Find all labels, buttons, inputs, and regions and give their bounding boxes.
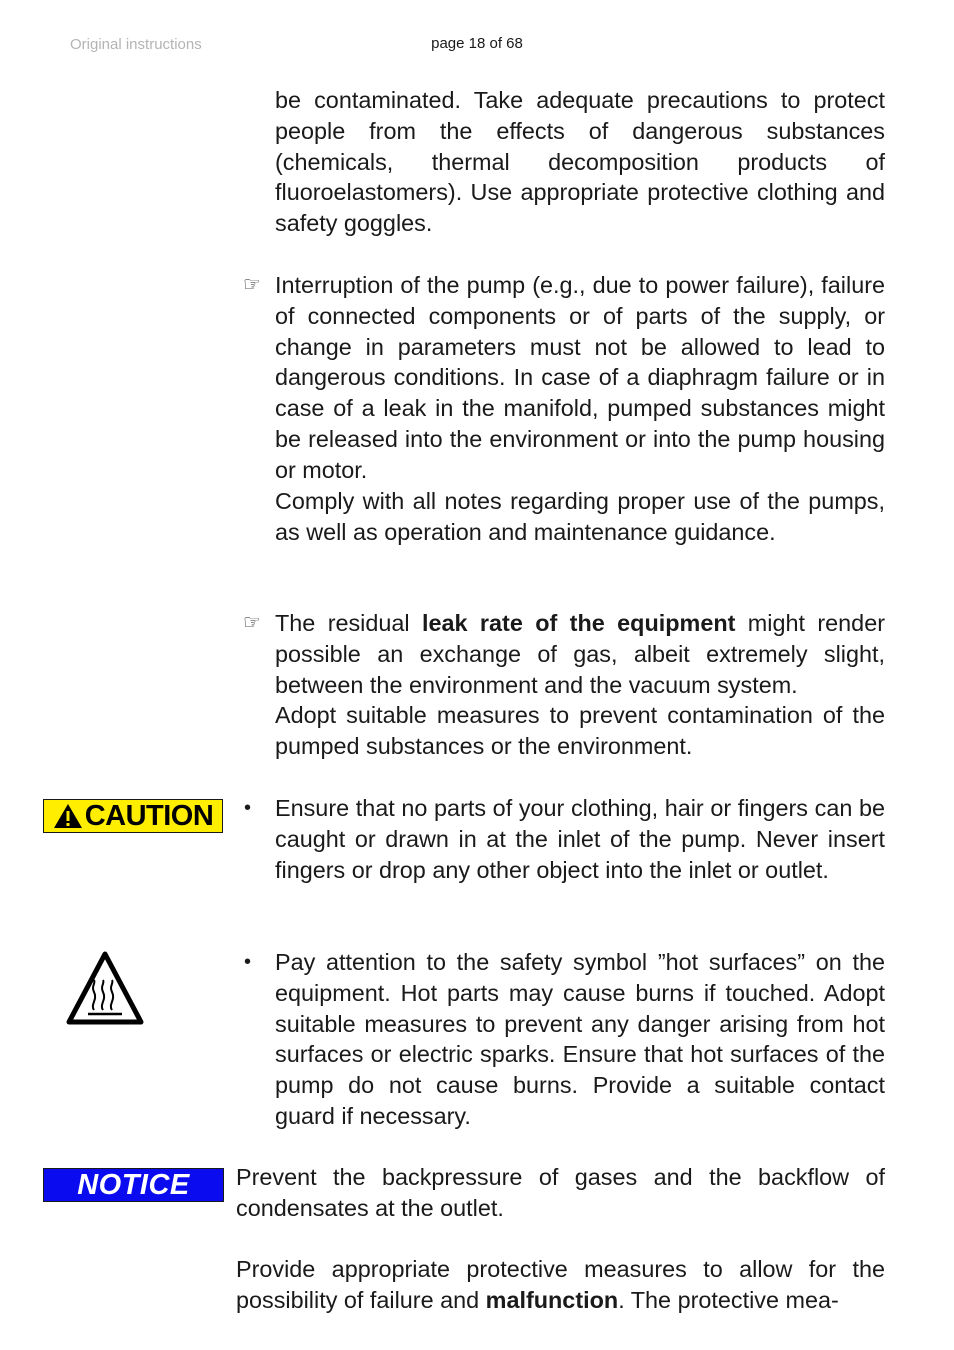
paragraph-interruption: Interruption of the pump (e.g., due to power failure), failure of connected components or of parts of the supply, or change in parameters must not be allowed to lead to dangerous conditions. In case of a diaphragm failure or in case of a leak in the manifold, pumped substances might be released into the environment or into the pump housing or motor.: [275, 272, 885, 483]
paragraph-comply-notes: Comply with all notes regarding proper use of the pumps, as well as operation and maintenance guidance.: [275, 488, 885, 545]
paragraph-hot-surfaces: Pay attention to the safety symbol ”hot surfaces” on the equipment. Hot parts may cause burns if touched. Adopt suitable measures to prevent any danger arising from hot surfaces or electric sparks. Ensure that hot surfaces of the pump do not cause burns. Provide a suitable contact guard if necessary.: [275, 949, 885, 1129]
header-document-type: Original instructions: [70, 36, 202, 53]
paragraph-contamination: be contaminated. Take adequate precautions to protect people from the effects of dangerous substances (chemicals, thermal decomposition products of fluoroelastomers). Use appropriate protective clothing and safety goggles.: [275, 87, 885, 237]
paragraph-protective-measures: [236, 1254, 885, 1316]
paragraph-contamination-measures: Adopt suitable measures to prevent contamination of the pumped substances or the environment.: [275, 702, 885, 759]
malfunction-emphasis: malfunction: [485, 1286, 619, 1313]
paragraph-leak-rate: [275, 608, 885, 700]
protective-text-post: . The protective mea-: [618, 1286, 839, 1313]
caution-label: [43, 799, 223, 833]
bullet: •: [244, 797, 252, 819]
paragraph-backpressure: Prevent the backpressure of gases and the backflow of condensates at the outlet.: [236, 1164, 885, 1221]
notice-text: NOTICE: [77, 1168, 190, 1201]
notice-label: [43, 1168, 224, 1202]
hot-surface-icon: [66, 950, 144, 1028]
warning-triangle-icon: [53, 803, 83, 829]
protective-text-pre: Provide appropriate protective measures to allow for the possibility of failure and: [236, 1256, 885, 1313]
hand-pointer-icon: ☞: [243, 274, 261, 296]
paragraph-clothing-inlet: Ensure that no parts of your clothing, hair or fingers can be caught or drawn in at the inlet of the pump. Never insert fingers or drop any other object into the inlet or outlet.: [275, 795, 885, 883]
bullet: •: [244, 951, 252, 973]
page-number: page 18 of 68: [431, 35, 523, 52]
hand-pointer-icon: ☞: [243, 612, 261, 634]
leak-rate-emphasis: leak rate of the equipment: [422, 610, 736, 636]
caution-text: CAUTION: [84, 799, 214, 832]
leak-rate-text-post: might render possible an exchange of gas, albeit extremely slight, between the environment and the vacuum system.: [275, 610, 885, 698]
leak-rate-text-pre: The residual: [275, 610, 422, 636]
